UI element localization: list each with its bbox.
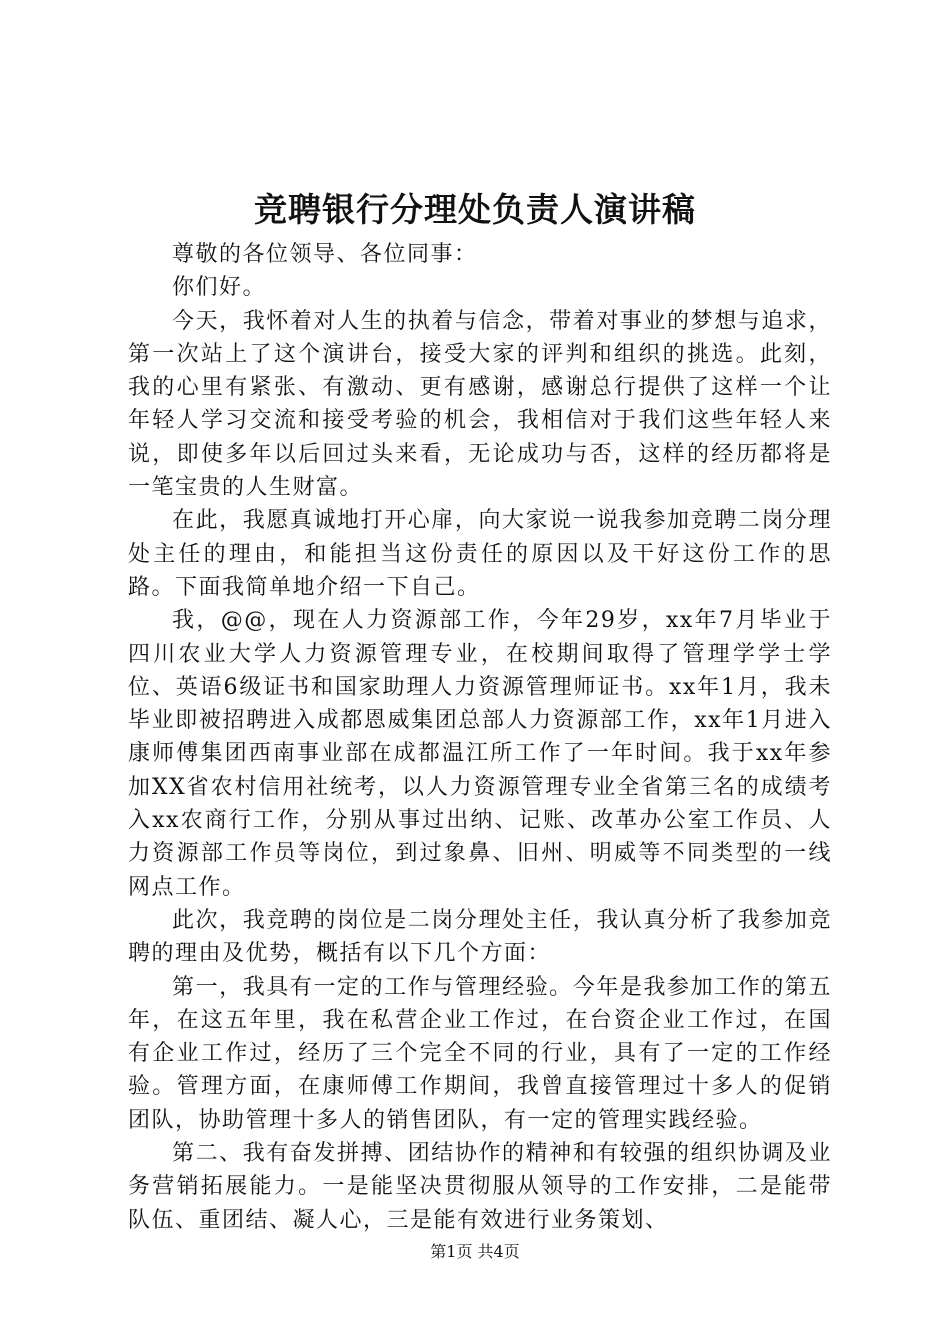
paragraph: 此次，我竞聘的岗位是二岗分理处主任，我认真分析了我参加竞聘的理由及优势，概括有以下几个方面： xyxy=(128,907,832,967)
paragraph: 第一，我具有一定的工作与管理经验。今年是我参加工作的第五年，在这五年里，我在私营企业工作过，在台资企业工作过，在国有企业工作过，经历了三个完全不同的行业，具有了一定的工作经验。管理方面，在康师傅工作期间，我曾直接管理过十多人的促销团队，协助管理十多人的销售团队，有一定的管理实践经验。 xyxy=(128,974,832,1133)
paragraph: 今天，我怀着对人生的执着与信念，带着对事业的梦想与追求，第一次站上了这个演讲台，接受大家的评判和组织的挑选。此刻，我的心里有紧张、有激动、更有感谢，感谢总行提供了这样一个让年轻人学习交流和接受考验的机会，我相信对于我们这些年轻人来说，即使多年以后回过头来看，无论成功与否，这样的经历都将是一笔宝贵的人生财富。 xyxy=(128,308,832,501)
page-footer: 第1页 共4页 xyxy=(430,1242,520,1261)
paragraph: 在此，我愿真诚地打开心扉，向大家说一说我参加竞聘二岗分理处主任的理由，和能担当这份责任的原因以及干好这份工作的思路。下面我简单地介绍一下自己。 xyxy=(128,508,832,600)
paragraph: 我，@@，现在人力资源部工作，今年29岁，xx年7月毕业于四川农业大学人力资源管理专业，在校期间取得了管理学学士学位、英语6级证书和国家助理人力资源管理师证书。xx年1月，我未毕业即被招聘进入成都恩威集团总部人力资源部工作，xx年1月进入康师傅集团西南事业部在成都温江所工作了一年时间。我于xx年参加XX省农村信用社统考，以人力资源管理专业全省第三名的成绩考入xx农商行工作，分别从事过出纳、记账、改革办公室工作员、人力资源部工作员等岗位，到过象鼻、旧州、明威等不同类型的一线网点工作。 xyxy=(128,608,832,900)
paragraph: 第二、我有奋发拼搏、团结协作的精神和有较强的组织协调及业务营销拓展能力。一是能坚决贯彻服从领导的工作安排，二是能带队伍、重团结、凝人心，三是能有效进行业务策划、 xyxy=(128,1141,832,1233)
document-title: 竞聘银行分理处负责人演讲稿 xyxy=(254,190,696,229)
document-body xyxy=(128,238,832,1237)
greeting: 你们好。 xyxy=(172,275,267,301)
salutation: 尊敬的各位领导、各位同事： xyxy=(172,242,478,267)
